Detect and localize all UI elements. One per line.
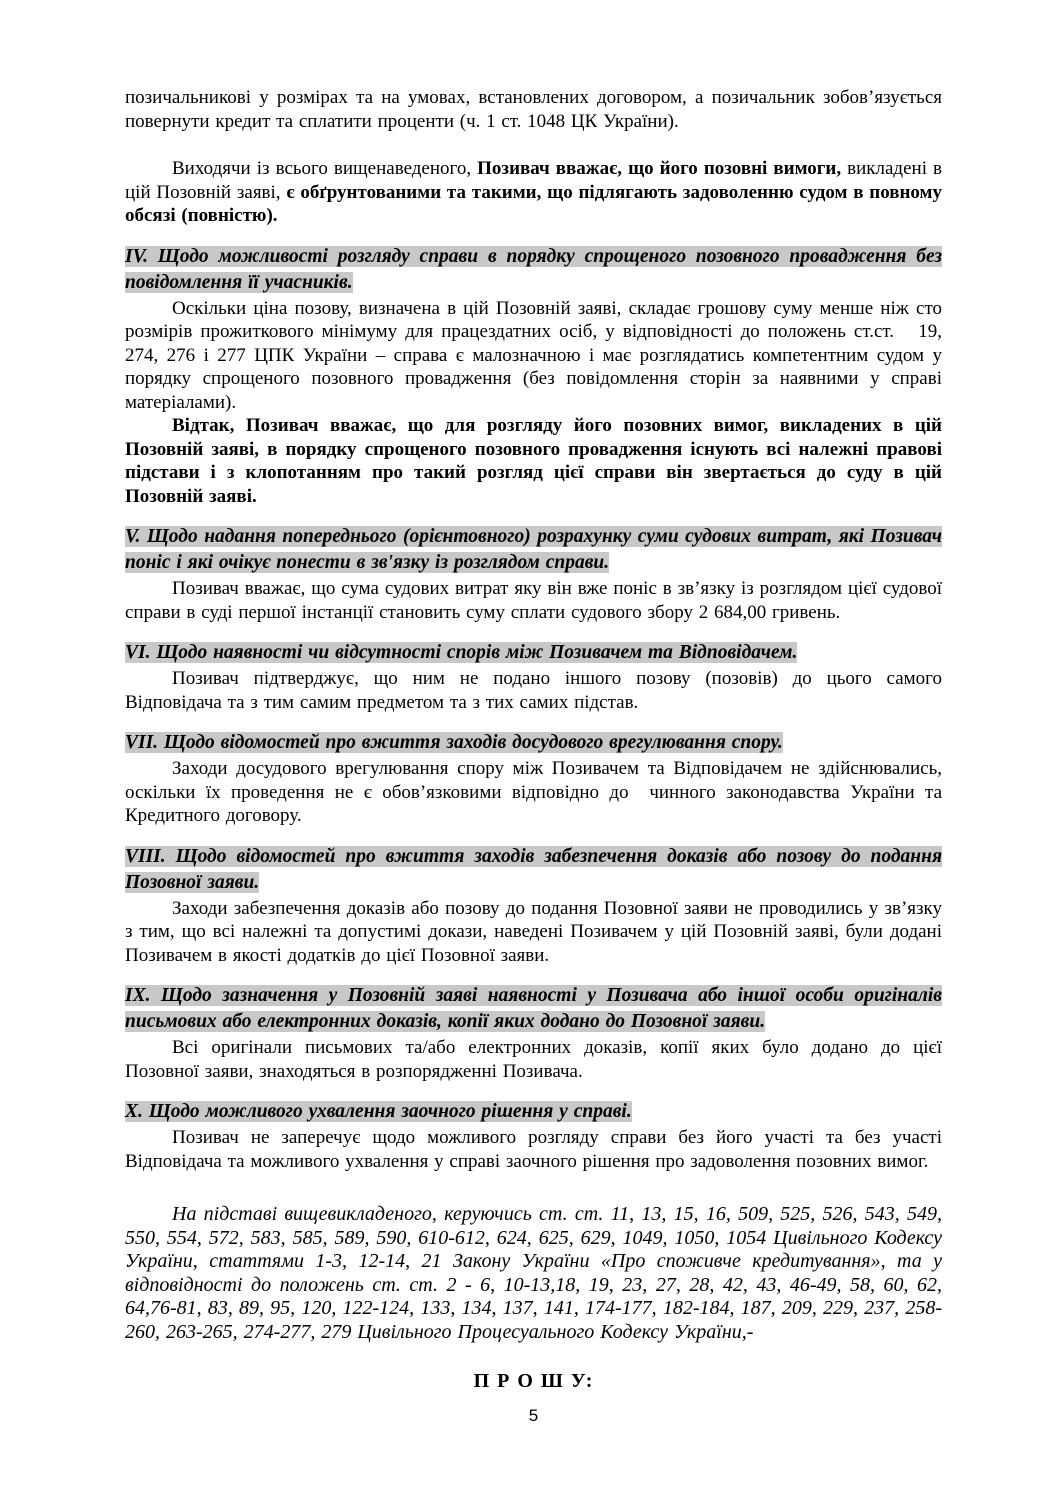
text-run-bold: є обґрунтованими та такими, що підлягають задоволенню судом в повному обсязі (повністю). [125,181,943,226]
text-run-normal: Виходячи із всього вищенаведеного, [172,158,478,179]
section-v-heading [125,524,942,576]
section-vii [125,730,942,828]
section-iv-paragraph-2: Відтак, Позивач вважає, що для розгляду його позовних вимог, викладених в цій Позовній заяві, в порядку спрощеного позовного провадження існують всі належні правові підстави і з клопотанням про такий розгляд цієї справи він звертається до суду в цій Позовній заяві. [125,415,942,507]
section-viii [125,844,942,968]
paragraph-conclusion-intro [125,157,942,228]
section-x-heading [125,1099,942,1125]
section-vii-heading-text: VII. Щодо відомостей про вжиття заходів досудового врегулювання спору. [125,732,783,753]
request-title: П Р О Ш У: [473,1370,594,1392]
section-viii-heading [125,844,942,896]
section-vi [125,640,942,714]
section-x-paragraph-1: Позивач не заперечує щодо можливого розгляду справи без його участі та без участі Відповідача та можливого ухвалення у справі заочного рішення про задоволення позовних вимог. [125,1127,942,1172]
section-viii-paragraph-1: Заходи забезпечення доказів або позову до подання Позовної заяви не проводились у зв’язку з тим, що всі належні та допустимі докази, наведені Позивачем у цій Позовній заяві, були додані Позивачем в якості додатків до цієї Позовної заяви. [125,897,942,966]
section-iv-heading [125,244,942,296]
section-iv-paragraph-1: Оскільки ціна позову, визначена в цій Позовній заяві, складає грошову суму менше ніж сто розмірів прожиткового мінімуму для працездатних осіб, у відповідності до положень ст.ст. 19, 274, 276 і 277 ЦПК України – справа є малозначною і має розглядатись компетентним судом у порядку спрощеного позовного провадження (без повідомлення сторін за наявними у справі матеріалами). [125,297,942,413]
section-ix-paragraph-1: Всі оригінали письмових та/або електронних доказів, копії яких було додано до цієї Позовної заяви, знаходяться в розпорядженні Позивача. [125,1037,942,1082]
section-vi-heading-text: VI. Щодо наявності чи відсутності спорів між Позивачем та Відповідачем. [125,642,798,663]
section-x-heading-text: X. Щодо можливого ухвалення заочного рішення у справі. [125,1101,632,1122]
section-ix [125,983,942,1083]
section-v-paragraph-1: Позивач вважає, що сума судових витрат яку він вже поніс в зв’язку із розглядом цієї судової справи в суді першої інстанції становить суму сплати судового збору 2 684,00 гривень. [125,578,942,623]
paragraph-continuation: позичальникові у розмірах та на умовах, встановлених договором, а позичальник зобов’язується повернути кредит та сплатити проценти (ч. 1 ст. 1048 ЦК України). [125,87,942,132]
paragraph-legal-basis: На підставі вищевикладеного, керуючись ст. ст. 11, 13, 15, 16, 509, 525, 526, 543, 549, 550, 554, 572, 583, 585, 589, 590, 610-612, 624, 625, 629, 1049, 1050, 1054 Цивільного Кодексу України, статтями 1-3, 12-14, 21 Закону України «Про споживче кредитування», та у відповідності до положень ст. ст. 2 - 6, 10-13,18, 19, 23, 27, 28, 42, 43, 46-49, 58, 60, 62, 64,76-81, 83, 89, 95, 120, 122-124, 133, 134, 137, 141, 174-177, 182-184, 187, 209, 229, 237, 258-260, 263-265, 274-277, 279 Цивільного Процесуального Кодексу України,- [125,1203,942,1343]
page-number: 5 [528,1406,539,1425]
text-run-bold: Позивач вважає, що його позовні вимоги, [477,158,842,179]
section-vi-paragraph-1: Позивач підтверджує, що ним не подано іншого позову (позовів) до цього самого Відповідача та з тим самим предметом та з тих самих підстав. [125,668,942,713]
section-vii-heading [125,730,942,756]
text-run-normal: викладені в цій Позовній заяві, [125,158,942,203]
section-iv [125,244,942,509]
section-v-heading-text: V. Щодо надання попереднього (орієнтовного) розрахунку суми судових витрат, які Позивач поніс і які очікує понести в зв'язку із розглядом справи. [125,526,942,573]
section-viii-heading-text: VIII. Щодо відомостей про вжиття заходів забезпечення доказів або позову до подання Позовної заяви. [125,845,942,893]
section-ix-heading-text: IX. Щодо зазначення у Позовній заяві наявності у Позивача або іншої особи оригіналів письмових або електронних доказів, копії яких додано до Позовної заяви. [125,985,942,1032]
section-vii-paragraph-1: Заходи досудового врегулювання спору між Позивачем та Відповідачем не здійснювались, оскільки їх проведення не є обов’язковими відповідно до чинного законодавства України та Кредитного договору. [125,758,942,826]
section-v [125,524,942,624]
section-ix-heading [125,983,942,1035]
section-iv-heading-text: IV. Щодо можливості розгляду справи в порядку спрощеного позовного провадження без повідомлення її учасників. [125,245,942,293]
section-vi-heading [125,640,942,666]
section-x [125,1099,942,1173]
